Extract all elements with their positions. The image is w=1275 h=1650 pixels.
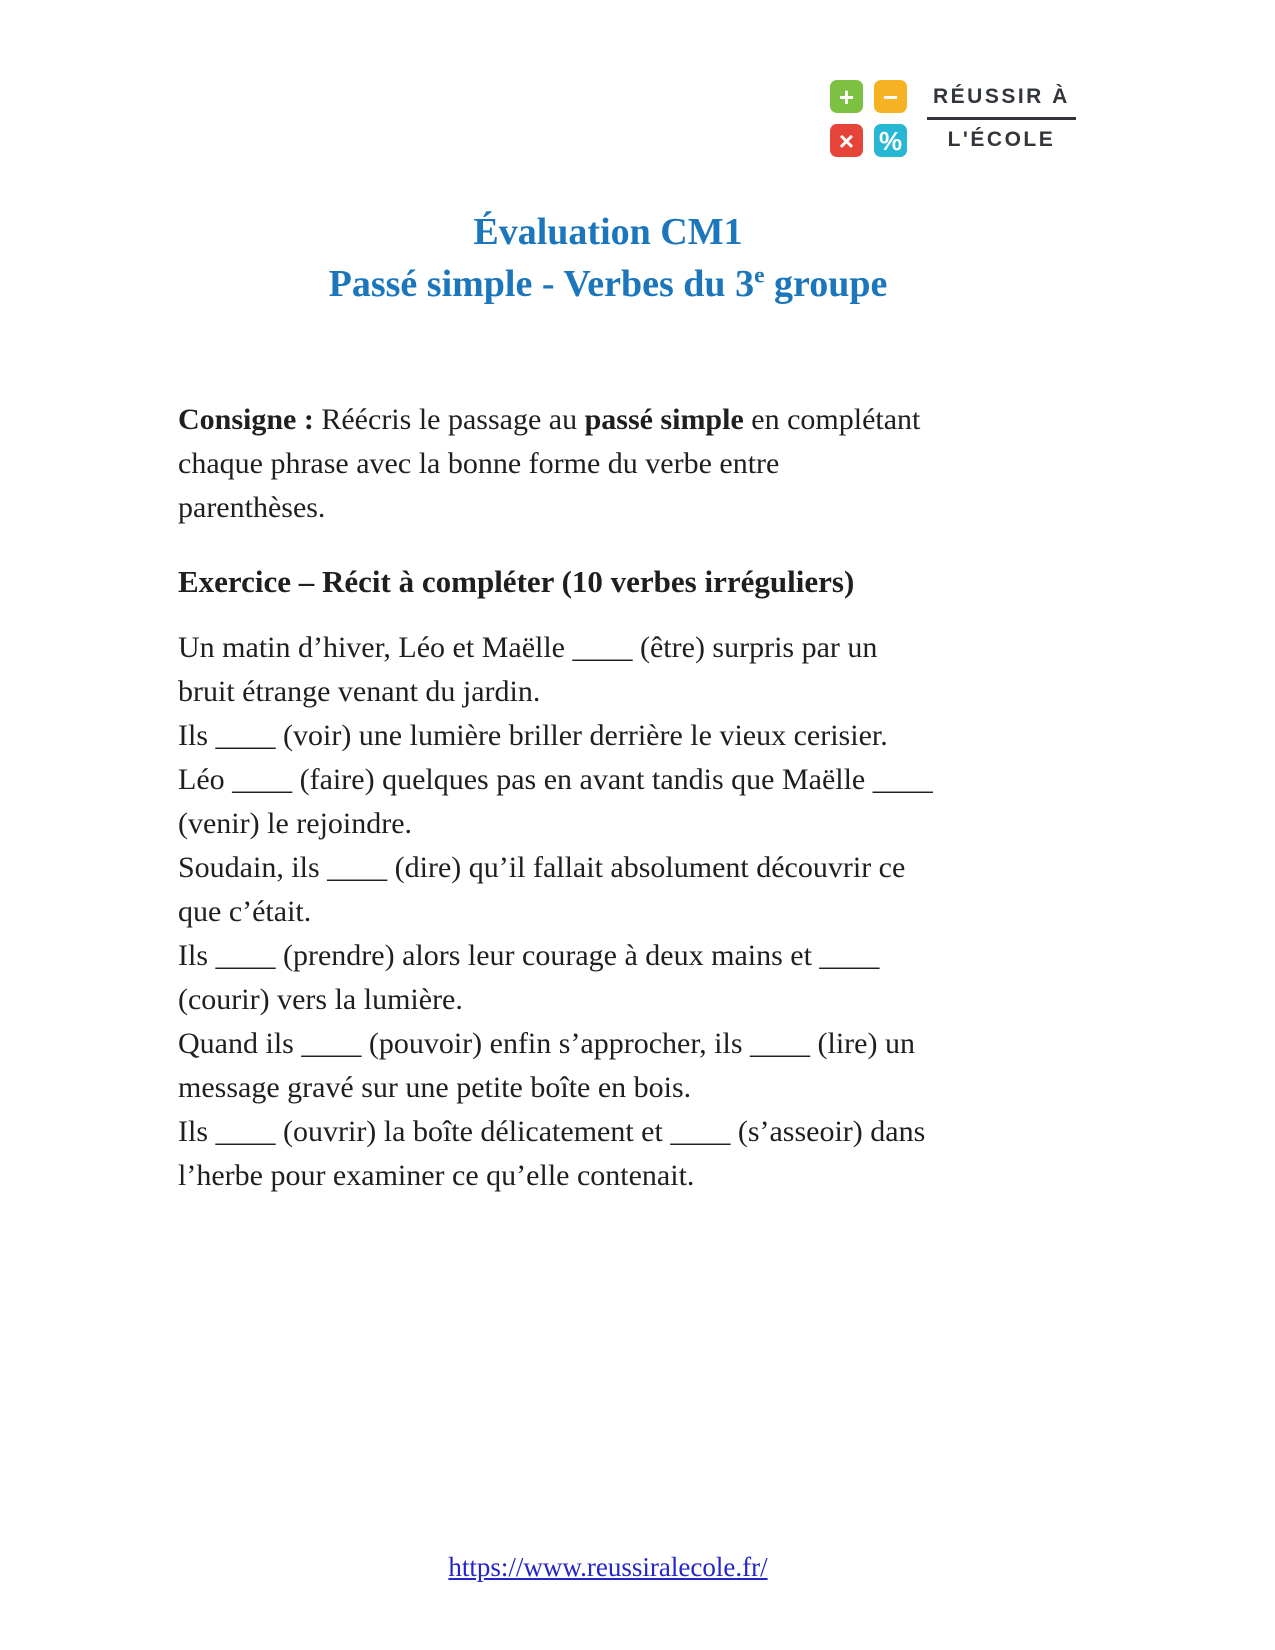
title-superscript-e: e xyxy=(754,262,765,289)
story-line: bruit étrange venant du jardin. xyxy=(178,675,541,708)
story-line: (courir) vers la lumière. xyxy=(178,983,463,1016)
instructions-label: Consigne : xyxy=(178,403,314,436)
logo-text-bottom: L'ÉCOLE xyxy=(947,128,1056,151)
instructions-text-2: en complétant xyxy=(743,403,921,436)
story-line: Soudain, ils ____ (dire) qu’il fallait absolument découvrir ce xyxy=(178,851,906,884)
exercise-heading: Exercice – Récit à compléter (10 verbes irréguliers) xyxy=(178,564,855,599)
story-line: Quand ils ____ (pouvoir) enfin s’approcher, ils ____ (lire) un xyxy=(178,1027,915,1060)
instructions-line-3: parenthèses. xyxy=(178,491,326,524)
footer-link[interactable]: https://www.reussiralecole.fr/ xyxy=(448,1552,768,1582)
multiply-icon: × xyxy=(830,124,863,157)
content-column xyxy=(178,0,1038,1198)
minus-icon: − xyxy=(874,80,907,113)
instructions-line-2: chaque phrase avec la bonne forme du verbe entre xyxy=(178,447,780,480)
story-line: Ils ____ (voir) une lumière briller derrière le vieux cerisier. xyxy=(178,719,888,752)
instructions-paragraph xyxy=(178,398,1038,530)
title-line-2-tail: groupe xyxy=(764,263,888,305)
divide-icon: % xyxy=(874,124,907,157)
title-line-2 xyxy=(329,263,888,305)
story-fill-in-text xyxy=(178,626,1038,1198)
instructions-line-1 xyxy=(178,403,920,436)
story-line: Ils ____ (prendre) alors leur courage à deux mains et ____ xyxy=(178,939,880,972)
title-line-1: Évaluation CM1 xyxy=(473,211,743,253)
story-line: Un matin d’hiver, Léo et Maëlle ____ (être) surpris par un xyxy=(178,631,878,664)
story-line: que c’était. xyxy=(178,895,312,928)
story-line: (venir) le rejoindre. xyxy=(178,807,413,840)
story-line: Ils ____ (ouvrir) la boîte délicatement et ____ (s’asseoir) dans xyxy=(178,1115,926,1148)
instructions-bold-term: passé simple xyxy=(584,403,744,436)
plus-icon: + xyxy=(830,80,863,113)
page-title xyxy=(178,206,1038,310)
story-line: l’herbe pour examiner ce qu’elle contenait. xyxy=(178,1159,695,1192)
instructions-text-1: Réécris le passage au xyxy=(313,403,585,436)
logo-text-top: RÉUSSIR À xyxy=(927,85,1076,120)
page-footer xyxy=(178,1551,1038,1583)
story-line: Léo ____ (faire) quelques pas en avant tandis que Maëlle ____ xyxy=(178,763,933,796)
story-line: message gravé sur une petite boîte en bois. xyxy=(178,1071,692,1104)
title-line-2-text: Passé simple - Verbes du 3 xyxy=(328,263,755,305)
